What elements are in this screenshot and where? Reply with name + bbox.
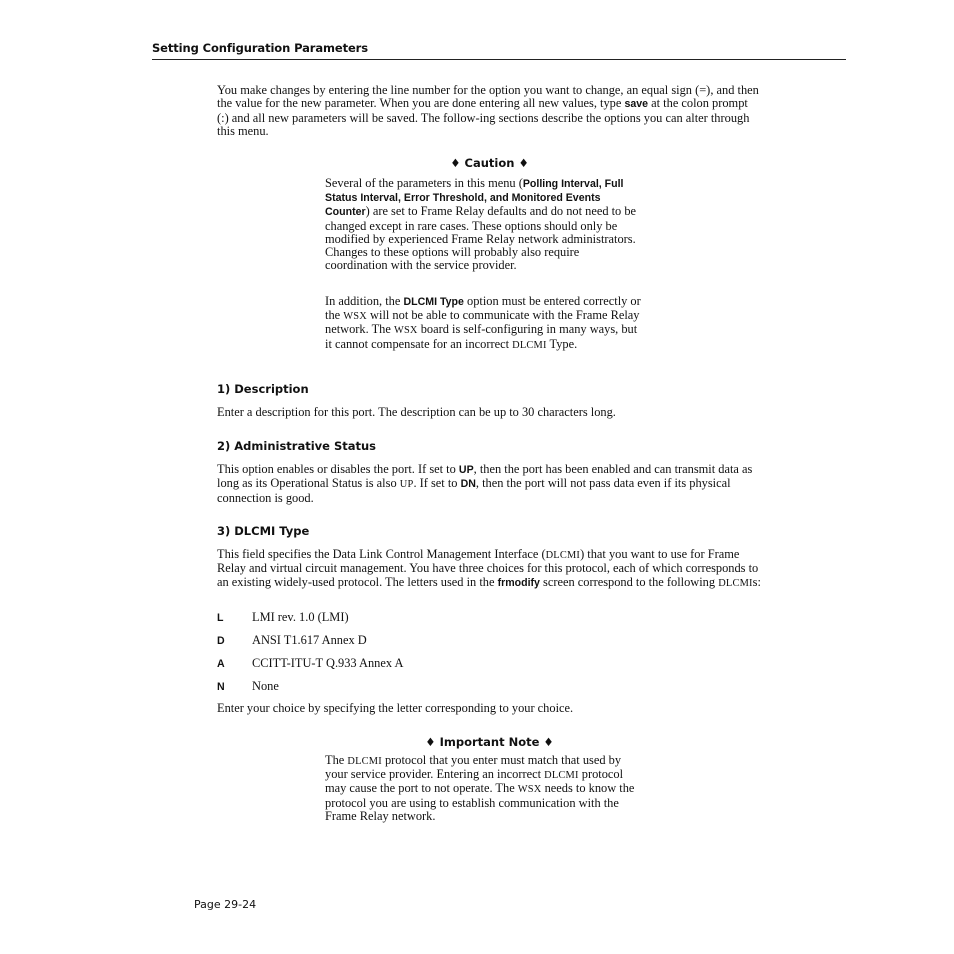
- admin-status-text: . If set to: [413, 476, 461, 491]
- wsx-term: WSX: [343, 311, 367, 323]
- caution-text: ) are set to Frame Relay defaults and do not need to be changed except in rare cases. These options should only be modified by experienced Frame Relay network administrators. Changes to these options will probably also require coordination with the service provider.: [325, 204, 637, 273]
- intro-paragraph: [217, 84, 762, 139]
- caution-text: Several of the parameters in this menu (: [325, 176, 523, 190]
- admin-status-text: This option enables or disables the port. If set to: [217, 462, 459, 476]
- frmodify-command: frmodify: [497, 576, 540, 589]
- caution-param-list: Polling Interval, Full Status Interval, Error Threshold, and Monitored Events Counter: [325, 178, 624, 219]
- dlcmi-text: This field specifies the Data Link Control Management Interface (: [217, 547, 546, 561]
- option-key: L: [217, 612, 224, 624]
- intro-text-1: You make changes by entering the line number for the option you want to change, an equal sign (=), and then the value for the new parameter. When you are done entering all new values, type: [217, 83, 759, 111]
- caution-text: In addition, the: [325, 294, 404, 308]
- caution-text: Type.: [546, 336, 578, 351]
- option-value: ANSI T1.617 Annex D: [252, 633, 367, 647]
- dlcmi-term: DLCMI: [545, 550, 581, 561]
- choice-paragraph: Enter your choice by specifying the letter corresponding to your choice.: [217, 701, 574, 715]
- important-note-heading: ♦ Important Note ♦: [425, 735, 554, 749]
- caution-text: will not be able to communicate with the Frame Relay network. The: [325, 308, 640, 337]
- section-heading-description: 1) Description: [217, 382, 309, 396]
- section-heading-dlcmi-type: 3) DLCMI Type: [217, 524, 310, 538]
- caution-text: option must be entered correctly or the: [325, 294, 641, 323]
- save-command: save: [624, 98, 649, 111]
- header-rule: [152, 59, 846, 60]
- note-text: protocol that you enter must match that used by your service provider. Entering an incorrect: [325, 753, 622, 782]
- wsx-term: WSX: [393, 325, 418, 337]
- important-note-paragraph: [325, 754, 645, 823]
- option-key: N: [217, 681, 225, 693]
- dlcmi-term: DLCMI: [544, 770, 579, 782]
- caution-heading: ♦ Caution ♦: [450, 156, 529, 170]
- note-text: The: [325, 753, 348, 767]
- dlcmi-term: DLCMI: [718, 577, 753, 589]
- dlcmi-text: s:: [752, 574, 761, 589]
- dlcmi-text: ) that you want to use for Frame Relay and virtual circuit management. You have three choices for this protocol, each of which corresponds to an existing widely-used protocol. The letters used in the: [217, 547, 759, 589]
- caution-text: board is self-configuring in many ways, but it cannot compensate for an incorrect: [325, 322, 638, 351]
- intro-text-2: at the colon prompt (:) and all new parameters will be saved. The follow-ing sections describe the options you can alter through this menu.: [217, 96, 750, 139]
- description-paragraph: Enter a description for this port. The description can be up to 30 characters long.: [217, 405, 616, 419]
- admin-status-text: , then the port has been enabled and can transmit data as long as its Operational Status is also: [217, 462, 753, 491]
- dlcmi-term: DLCMI: [512, 339, 547, 351]
- option-value: LMI rev. 1.0 (LMI): [252, 610, 349, 624]
- dlcmi-text: screen correspond to the following: [539, 574, 719, 589]
- wsx-term: WSX: [517, 784, 542, 796]
- section-heading-admin-status: 2) Administrative Status: [217, 439, 377, 453]
- up-term: UP: [399, 479, 414, 491]
- page-number: Page 29-24: [194, 898, 257, 911]
- running-header: Setting Configuration Parameters: [152, 41, 369, 55]
- dlcmi-paragraph: [217, 548, 762, 590]
- option-key: A: [217, 658, 225, 670]
- caution-paragraph-2: [325, 295, 645, 352]
- up-value: UP: [458, 464, 474, 476]
- caution-paragraph-1: [325, 177, 645, 272]
- option-key: D: [217, 635, 225, 647]
- dlcmi-term: DLCMI: [347, 756, 382, 767]
- note-text: protocol may cause the port to not operate. The: [325, 767, 624, 796]
- option-value: None: [252, 679, 279, 693]
- dn-value: DN: [460, 478, 476, 491]
- note-text: needs to know the protocol you are using to establish communication with the Frame Relay network.: [325, 781, 635, 823]
- admin-status-paragraph: [217, 463, 762, 505]
- option-value: CCITT-ITU-T Q.933 Annex A: [252, 656, 404, 670]
- dlcmi-type-param: DLCMI Type: [403, 296, 464, 308]
- admin-status-text: , then the port will not pass data even if its physical connection is good.: [217, 476, 731, 505]
